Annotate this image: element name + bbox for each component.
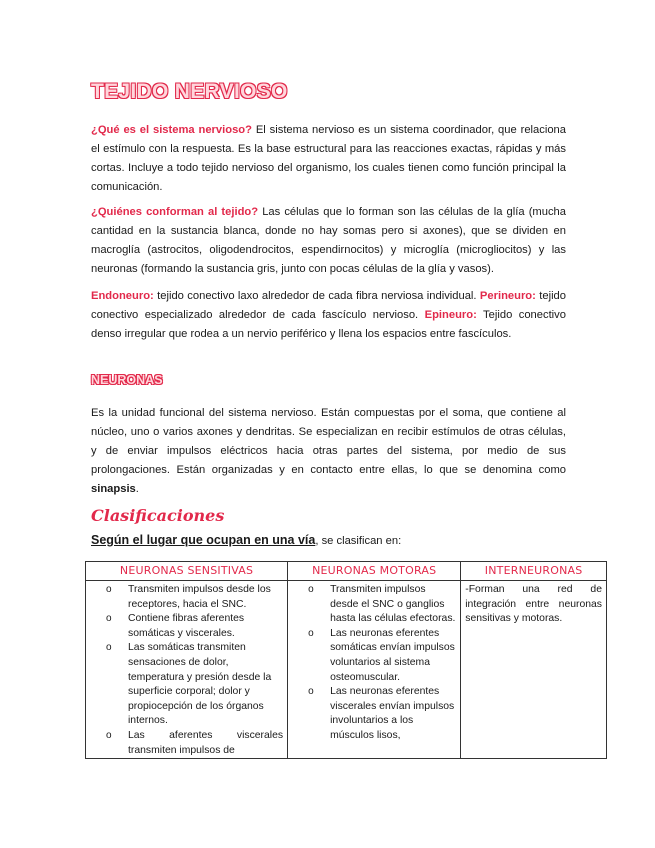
header-interneuronas: INTERNEURONAS [461, 562, 607, 581]
list-item: o Contiene fibras aferentes somáticas y viscerales. [90, 612, 283, 641]
list-item: o Transmiten impulsos desde el SNC o ganglios hasta las células efectoras. [292, 583, 456, 627]
sinapsis-term: sinapsis [91, 483, 136, 495]
epineuro-label: Epineuro: [424, 309, 477, 321]
answer-text: Las células que lo forman son las células de la glía (mucha cantidad en la sustancia blanca, donde no hay somas pero si axones), que se dividen en macroglía (astrocitos, oligodendrocitos, espendirnocitos) y microglía (microgliocitos) y las neuronas (formando la sustancia gris, junto con pocas células de la glía y vasos). [91, 206, 567, 275]
document-title: TEJIDO NERVIOSO [91, 80, 288, 103]
paragraph-capas-nervio [91, 287, 566, 344]
clasificacion-criterio [91, 533, 401, 547]
cell-interneuronas: -Forman una red de integración entre neuronas sensitivas y motoras. [461, 581, 607, 759]
epineuro-text: Tejido conectivo denso irregular que rodea a un nervio periférico y llena los espacios entre fascículos. [91, 309, 566, 340]
criterio-rest: , se clasifican en: [315, 535, 402, 547]
paragraph-sistema-nervioso [91, 121, 566, 197]
list-sensitivas [90, 583, 283, 758]
paragraph-neuronas [91, 404, 566, 499]
endoneuro-text: tejido conectivo laxo alrededor de cada fibra nerviosa individual. [153, 290, 477, 302]
paragraph-conforman-tejido [91, 203, 566, 279]
list-item: o Las aferentes viscerales transmiten impulsos de [90, 729, 283, 758]
question-label: ¿Quiénes conforman al tejido? [91, 206, 259, 218]
clasificaciones-heading: Clasificaciones [91, 506, 225, 525]
neuronas-table [85, 561, 607, 759]
neuronas-heading: NEURONAS [91, 373, 163, 387]
header-motoras: NEURONAS MOTORAS [288, 562, 461, 581]
neuronas-text: Es la unidad funcional del sistema nervioso. Están compuestas por el soma, que contiene al núcleo, uno o varios axones y dendritas. Se especializan en recibir estímulos de otras células, y de enviar impulsos eléctricos hacia otras partes del sistema, por medio de sus prolongaciones. Están organizadas y en contacto entre ellas, lo que se denomina como [91, 407, 566, 476]
neuronas-end: . [135, 483, 139, 495]
list-item: o Transmiten impulsos desde los receptores, hacia el SNC. [90, 583, 283, 612]
cell-motoras [288, 581, 461, 759]
perineuro-label: Perineuro: [479, 290, 536, 302]
list-motoras [292, 583, 456, 744]
endoneuro-label: Endoneuro: [91, 290, 154, 302]
list-item: o Las neuronas eferentes viscerales envían impulsos involuntarios a los músculos lisos, [292, 685, 456, 743]
list-item: o Las neuronas eferentes somáticas envían impulsos voluntarios al sistema osteomuscular. [292, 627, 456, 685]
table-row [86, 581, 607, 759]
answer-text: El sistema nervioso es un sistema coordinador, que relaciona el estímulo con la respuesta. Es la base estructural para las reacciones exactas, rápidas y más cortas. Incluye a todo tejido nervioso del organismo, los cuales tienen como función principal la comunicación. [91, 124, 566, 193]
question-label: ¿Qué es el sistema nervioso? [91, 124, 252, 136]
list-item: o Las somáticas transmiten sensaciones de dolor, temperatura y presión desde la superficie corporal; dolor y propiocepción de los órganos internos. [90, 641, 283, 729]
cell-sensitivas [86, 581, 288, 759]
criterio-underlined: Según el lugar que ocupan en una vía [91, 533, 316, 547]
header-sensitivas: NEURONAS SENSITIVAS [86, 562, 288, 581]
perineuro-text: tejido conectivo especializado alrededor de cada fascículo nervioso. [91, 290, 567, 321]
table-header-row [86, 562, 607, 581]
